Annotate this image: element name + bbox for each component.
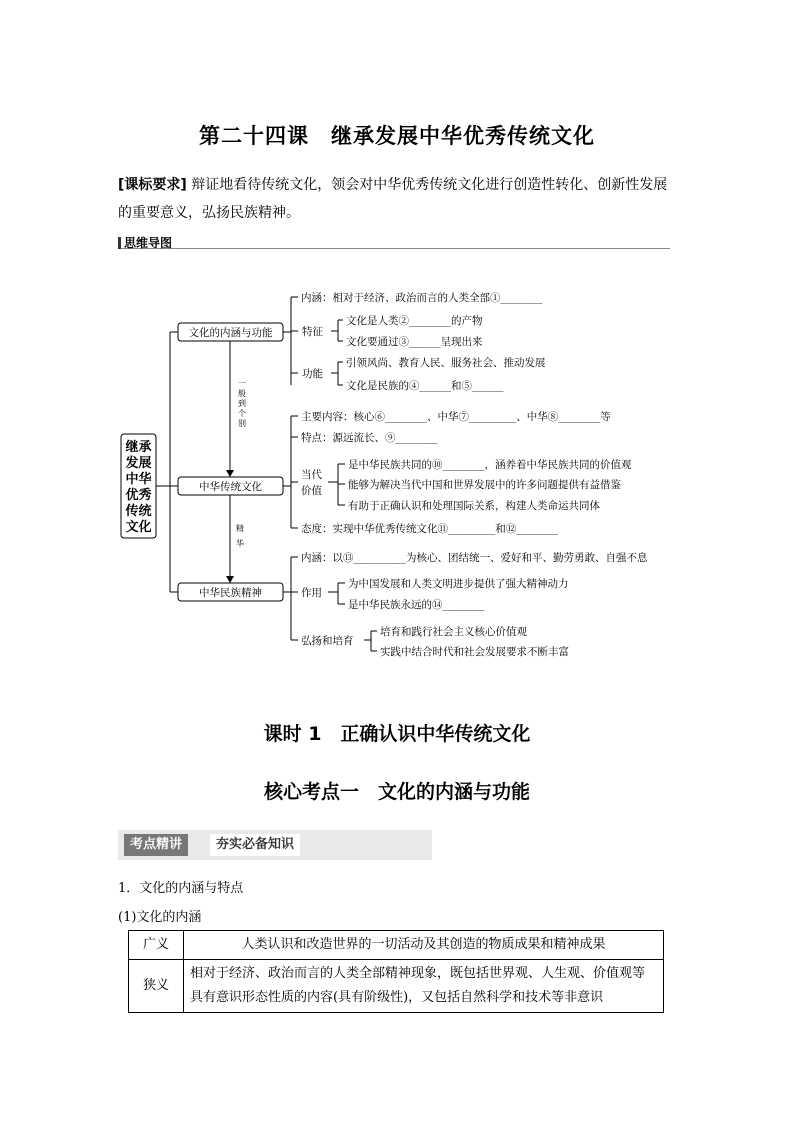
b3-promote-1: 培育和践行社会主义核心价值观: [380, 626, 527, 638]
b2-value-label-1: 当代: [301, 469, 322, 481]
b2-value-3: 有助于正确认识和处理国际关系，构建人类命运共同体: [348, 500, 600, 512]
arrow1-char-4: 个: [238, 409, 246, 418]
b3-connotation: 内涵：以⑬__________为核心、团结统一、爱好和平、勤劳勇敢、自强不息: [301, 552, 648, 564]
b3-role-1: 为中国发展和人类文明进步提供了强大精神动力: [348, 578, 569, 590]
b1-feature-label: 特征: [302, 326, 323, 338]
subsection-heading: (1)文化的内涵: [118, 910, 202, 925]
root-line-5: 传统: [125, 504, 152, 519]
lesson-title: 第二十四课 继承发展中华优秀传统文化: [199, 124, 595, 148]
b1-feature-1: 文化是人类②________的产物: [346, 315, 483, 327]
b2-content: 主要内容：核心⑥________、中华⑦_________、中华⑧________等: [301, 411, 611, 423]
period-title: 课时 1 正确认识中华传统文化: [263, 723, 531, 745]
section-banner: [118, 830, 432, 860]
requirement-text: 辩证地看待传统文化，领会对中华优秀传统文化进行创造性转化、创新性发展的重要意义，弘扬民族精神。: [118, 177, 668, 221]
b2-trait: 特点：源远流长、⑨________: [301, 432, 438, 444]
b2-value-1: 是中华民族共同的⑩________，涵养着中华民族共同的价值观: [348, 459, 632, 471]
table-cell-value: 相对于经济、政治而言的人类全部精神现象，既包括世界观、人生观、价值观等具有意识形态性质的内容(具有阶级性)，又包括自然科学和技术等非意识: [184, 960, 664, 1013]
arrow1-char-2: 般: [238, 389, 246, 398]
b2-value-label-2: 价值: [301, 485, 322, 497]
b3-role-2: 是中华民族永远的⑭________: [348, 599, 485, 611]
b1-feature-2: 文化要通过③______呈现出来: [346, 336, 483, 348]
requirement-tag: [课标要求]: [118, 177, 187, 193]
node-spirit-label: 中华民族精神: [199, 587, 262, 599]
node-culture-label: 文化的内涵与功能: [188, 327, 273, 339]
arrow-down-icon: [226, 576, 234, 583]
node-tradition-label: 中华传统文化: [199, 481, 262, 493]
root-line-2: 发展: [125, 456, 152, 471]
table-row: [129, 931, 664, 960]
arrow1-char-3: 到: [238, 399, 246, 408]
table-cell-key: 广义: [129, 931, 184, 960]
banner-sub-label: 夯实必备知识: [210, 834, 300, 856]
arrow-down-icon: [226, 470, 234, 477]
root-line-1: 继承: [125, 440, 152, 455]
b1-function-2: 文化是民族的④______和⑤______: [346, 380, 504, 392]
b2-value-2: 能够为解决当代中国和世界发展中的许多问题提供有益借鉴: [348, 479, 621, 491]
mindmap-header-label: 思维导图: [124, 236, 173, 250]
section-heading: 1．文化的内涵与特点: [118, 881, 244, 896]
table-cell-key: 狭义: [129, 960, 184, 1013]
b2-attitude: 态度：实现中华优秀传统文化⑪_________和⑫________: [301, 523, 559, 535]
culture-definition-table: [128, 930, 664, 1013]
b1-function-1: 引领风尚、教育人民、服务社会、推动发展: [346, 357, 546, 369]
b1-function-label: 功能: [302, 368, 323, 380]
b1-connotation: 内涵：相对于经济、政治而言的人类全部①________: [301, 292, 543, 304]
banner-main-label: 考点精讲: [124, 834, 188, 856]
b3-promote-2: 实践中结合时代和社会发展要求不断丰富: [380, 646, 569, 658]
core-topic-title: 核心考点一 文化的内涵与功能: [263, 781, 530, 803]
b3-role-label: 作用: [301, 587, 322, 599]
arrow1-char-1: 一: [238, 379, 246, 388]
b3-promote-label: 弘扬和培育: [301, 635, 354, 647]
table-cell-value: 人类认识和改造世界的一切活动及其创造的物质成果和精神成果: [184, 931, 664, 960]
root-line-4: 优秀: [125, 488, 152, 503]
table-row: [129, 960, 664, 1013]
arrow2-char-1: 精: [236, 524, 244, 533]
root-line-6: 文化: [125, 520, 152, 535]
arrow1-char-5: 别: [238, 419, 246, 428]
arrow2-char-2: 华: [236, 539, 244, 548]
root-line-3: 中华: [125, 472, 152, 487]
